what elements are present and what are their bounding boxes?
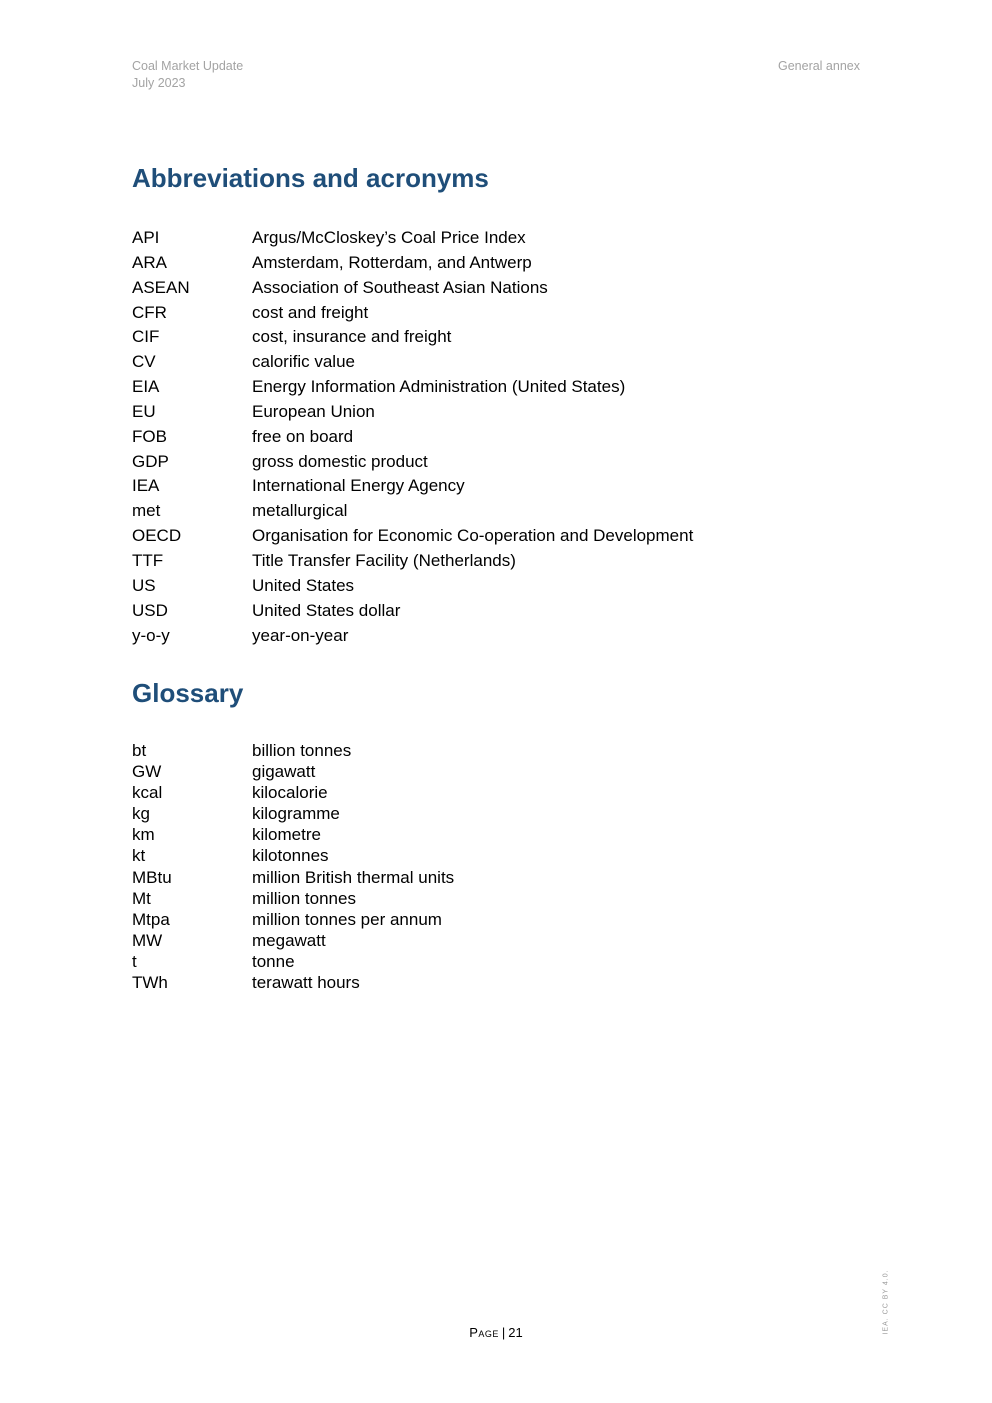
- running-header-left: [132, 58, 243, 92]
- abbreviation-term: GDP: [132, 451, 169, 471]
- page-separator: |: [501, 1325, 506, 1340]
- abbreviation-row: [132, 301, 852, 326]
- glossary-term: t: [132, 951, 137, 971]
- abbreviation-definition: Association of Southeast Asian Nations: [252, 277, 548, 297]
- abbreviation-definition: free on board: [252, 426, 354, 446]
- glossary-definition: megawatt: [252, 930, 326, 950]
- abbreviation-definition: cost, insurance and freight: [252, 327, 452, 347]
- glossary-term: Mtpa: [132, 909, 170, 929]
- abbreviation-term: USD: [132, 600, 168, 620]
- abbreviation-row: [132, 226, 852, 251]
- abbreviation-definition: International Energy Agency: [252, 476, 465, 496]
- abbreviation-row: [132, 524, 852, 549]
- glossary-definition: gigawatt: [252, 762, 316, 782]
- abbreviation-row: [132, 425, 852, 450]
- abbreviation-definition: calorific value: [252, 352, 355, 372]
- glossary-list: [132, 740, 852, 993]
- glossary-definition: million tonnes per annum: [252, 909, 442, 929]
- glossary-term: Mt: [132, 888, 151, 908]
- abbreviation-row: [132, 350, 852, 375]
- abbreviation-term: FOB: [132, 426, 167, 446]
- abbreviation-term: TTF: [132, 550, 164, 570]
- abbreviation-definition: Argus/McCloskey’s Coal Price Index: [252, 228, 526, 247]
- glossary-row: [132, 951, 852, 972]
- abbreviation-term: API: [132, 228, 160, 247]
- abbreviation-row: [132, 251, 852, 276]
- glossary-definition: billion tonnes: [252, 741, 352, 760]
- abbreviation-row: [132, 375, 852, 400]
- glossary-row: [132, 761, 852, 782]
- glossary-definition: kilocalorie: [252, 783, 328, 803]
- abbreviation-definition: metallurgical: [252, 501, 348, 521]
- glossary-definition: terawatt hours: [252, 973, 360, 993]
- glossary-definition: kilometre: [252, 825, 321, 845]
- page-label: Page: [469, 1325, 499, 1340]
- glossary-row: [132, 740, 852, 761]
- glossary-term: kt: [132, 846, 146, 866]
- abbreviation-definition: Energy Information Administration (United States): [252, 377, 626, 397]
- publication-date: July 2023: [132, 76, 186, 90]
- glossary-term: TWh: [132, 973, 168, 993]
- glossary-definition: tonne: [252, 951, 295, 971]
- abbreviation-definition: European Union: [252, 401, 375, 421]
- abbreviation-term: CV: [132, 352, 156, 372]
- abbreviation-term: US: [132, 575, 156, 595]
- abbreviation-term: EU: [132, 401, 156, 421]
- abbreviation-row: [132, 400, 852, 425]
- abbreviation-row: [132, 499, 852, 524]
- glossary-row: [132, 867, 852, 888]
- page-footer: [0, 1325, 992, 1340]
- abbreviation-row: [132, 599, 852, 624]
- abbreviations-list: [132, 226, 852, 648]
- glossary-term: bt: [132, 741, 147, 760]
- abbreviation-term: OECD: [132, 526, 182, 546]
- glossary-definition: million British thermal units: [252, 867, 455, 887]
- abbreviation-term: EIA: [132, 377, 160, 397]
- glossary-row: [132, 824, 852, 845]
- glossary-heading: Glossary: [132, 678, 244, 708]
- abbreviation-definition: United States dollar: [252, 600, 401, 620]
- glossary-term: kg: [132, 804, 150, 824]
- abbreviation-definition: cost and freight: [252, 302, 369, 322]
- abbreviation-row: [132, 325, 852, 350]
- abbreviation-row: [132, 624, 852, 649]
- abbreviations-heading: Abbreviations and acronyms: [132, 163, 489, 193]
- glossary-row: [132, 845, 852, 866]
- abbreviation-row: [132, 474, 852, 499]
- glossary-row: [132, 930, 852, 951]
- glossary-term: km: [132, 825, 155, 845]
- abbreviation-term: CFR: [132, 302, 167, 322]
- glossary-row: [132, 909, 852, 930]
- abbreviation-term: ASEAN: [132, 277, 190, 297]
- glossary-row: [132, 972, 852, 993]
- glossary-term: GW: [132, 762, 162, 782]
- abbreviation-definition: gross domestic product: [252, 451, 428, 471]
- abbreviation-definition: Title Transfer Facility (Netherlands): [252, 550, 516, 570]
- glossary-row: [132, 888, 852, 909]
- glossary-row: [132, 782, 852, 803]
- abbreviation-definition: Amsterdam, Rotterdam, and Antwerp: [252, 252, 532, 272]
- abbreviation-term: met: [132, 501, 161, 521]
- section-name: General annex: [777, 59, 860, 73]
- glossary-definition: kilogramme: [252, 804, 340, 824]
- abbreviation-term: IEA: [132, 476, 160, 496]
- abbreviation-term: ARA: [132, 252, 167, 272]
- glossary-term: kcal: [132, 783, 163, 803]
- glossary-row: [132, 803, 852, 824]
- abbreviation-definition: Organisation for Economic Co-operation and Development: [252, 526, 694, 546]
- abbreviation-definition: United States: [252, 575, 355, 595]
- running-header-right: [778, 58, 860, 75]
- copyright-notice: IEA. CC BY 4.0.: [882, 1269, 890, 1335]
- abbreviation-row: [132, 574, 852, 599]
- publication-title: Coal Market Update: [132, 59, 244, 73]
- glossary-definition: million tonnes: [252, 888, 356, 908]
- glossary-definition: kilotonnes: [252, 846, 329, 866]
- abbreviation-term: CIF: [132, 327, 160, 347]
- abbreviation-row: [132, 450, 852, 475]
- abbreviation-term: y-o-y: [132, 625, 170, 645]
- abbreviation-row: [132, 276, 852, 301]
- abbreviation-definition: year-on-year: [252, 625, 349, 645]
- abbreviation-row: [132, 549, 852, 574]
- glossary-term: MW: [132, 930, 163, 950]
- glossary-term: MBtu: [132, 867, 172, 887]
- page-number: 21: [508, 1325, 523, 1340]
